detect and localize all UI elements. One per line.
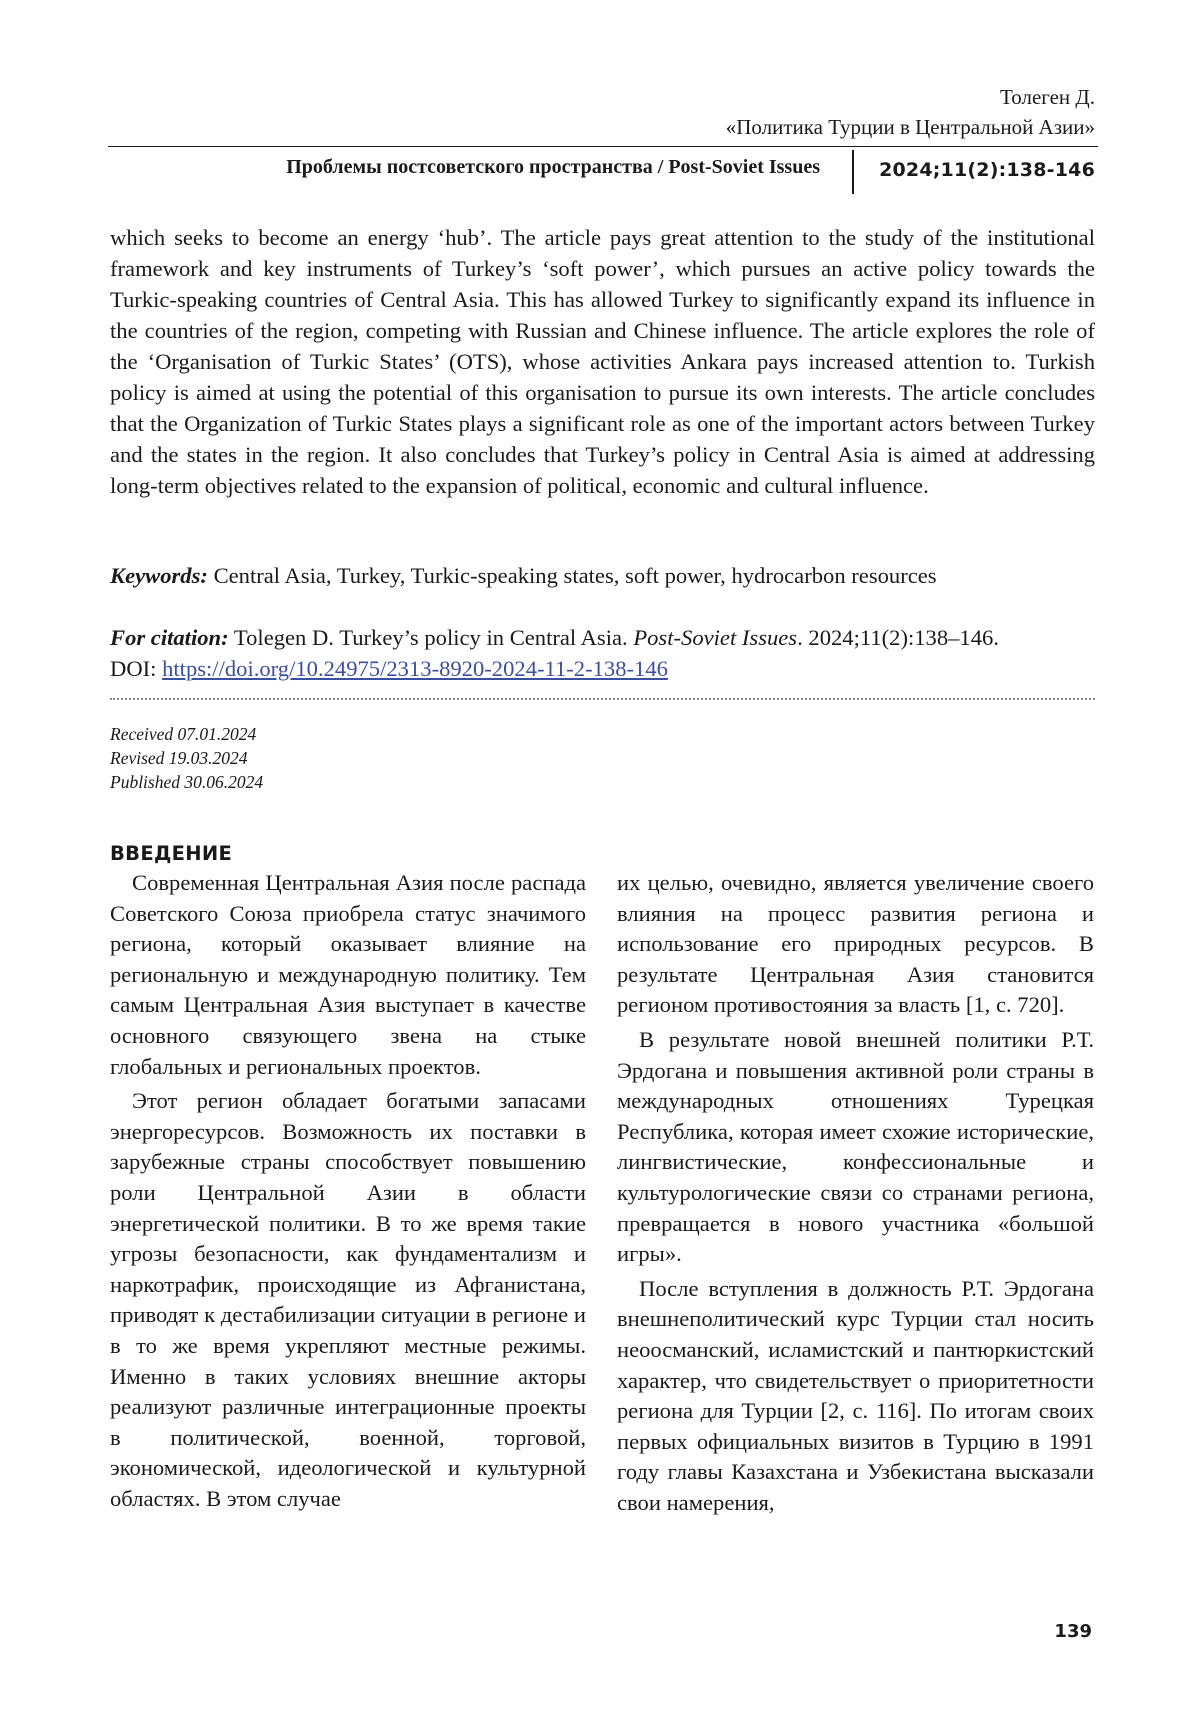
doi-link[interactable]: https://doi.org/10.24975/2313-8920-2024-11-2-138-146 [162,656,668,681]
page-number: 139 [1054,1621,1092,1642]
citation [110,622,1100,684]
issue-info: 2024;11(2):138-146 [879,159,1095,181]
abstract-text: which seeks to become an energy ‘hub’. The article pays great attention to the study of the institutional framework and key instruments of Turkey’s ‘soft power’, which pursues an active policy towards the Turkic-speaking countries of Central Asia. This has allowed Turkey to significantly expand its influence in the countries of the region, competing with Russian and Chinese influence. The article explores the role of the ‘Organisation of Turkic States’ (OTS), whose activities Ankara pays increased attention to. Turkish policy is aimed at using the potential of this organisation to pursue its own interests. The article concludes that the Organization of Turkic States plays a significant role as one of the important actors between Turkey and the states in the region. It also concludes that Turkey’s policy in Central Asia is aimed at addressing long-term objectives related to the expansion of political, economic and cultural influence. [110,225,1095,498]
keywords-label: Keywords: [110,563,208,588]
published-date: Published 30.06.2024 [110,772,264,792]
dotted-separator [110,698,1095,700]
paragraph: После вступления в должность Р.Т. Эрдогана внешнеполитический курс Турции стал носить неоосманский, исламистский и пантюркистский характер, что свидетельствует о приоритетности региона для Турции [2, с. 116]. По итогам своих первых официальных визитов в Турцию в 1991 году главы Казахстана и Узбекистана высказали свои намерения, [617,1275,1094,1515]
running-header [726,82,1095,142]
citation-issue: . 2024;11(2):138–146. [797,625,999,650]
received-date: Received 07.01.2024 [110,724,257,744]
revised-date: Revised 19.03.2024 [110,748,248,768]
header-author: Толеген Д. [1000,85,1095,109]
header-article-title: «Политика Турции в Центральной Азии» [725,115,1095,139]
paragraph: В результате новой внешней политики Р.Т. Эрдогана и повышения активной роли страны в международных отношениях Турецкая Республика, которая имеет схожие исторические, лингвистические, конфессиональные и культурологические связи со странами региона, превращается в нового участника «большой игры». [617,1026,1094,1267]
keywords-text: Central Asia, Turkey, Turkic-speaking states, soft power, hydrocarbon resources [213,563,937,588]
paragraph: Современная Центральная Азия после распада Советского Союза приобрела статус значимого региона, который оказывает влияние на региональную и международную политику. Тем самым Центральная Азия выступает в качестве основного связующего звена на стыке глобальных и региональных проектов. [110,870,586,1079]
article-dates [110,722,263,794]
paragraph: Этот регион обладает богатыми запасами энергоресурсов. Возможность их поставки в зарубежные страны способствует повышению роли Центральной Азии в области энергетической политики. В то же время такие угрозы безопасности, как фундаментализм и наркотрафик, происходящие из Афганистана, приводят к дестабилизации ситуации в регионе и в то же время укрепляют местные режимы. Именно в таких условиях внешние акторы реализуют различные интеграционные проекты в политической, военной, торговой, экономической, идеологической и культурной областях. В этом случае [110,1088,586,1511]
paragraph-continued: их целью, очевидно, является увеличение своего влияния на процесс развития региона и использование его природных ресурсов. В результате Центральная Азия становится регионом противостояния за власть [1, с. 720]. [617,870,1094,1018]
keywords [110,560,1095,591]
section-title: ВВЕДЕНИЕ [110,842,233,865]
header-divider [852,150,854,194]
doi-label: DOI: [110,656,157,681]
journal-name: Проблемы постсоветского пространства / Post-Soviet Issues [286,156,820,178]
header-rule [108,146,1098,147]
citation-journal: Post-Soviet Issues [633,625,798,650]
citation-text: Tolegen D. Turkey’s policy in Central Asia. [233,625,628,650]
citation-label: For citation: [110,625,229,650]
body-column-left [110,868,586,1518]
body-column-right [617,868,1094,1522]
